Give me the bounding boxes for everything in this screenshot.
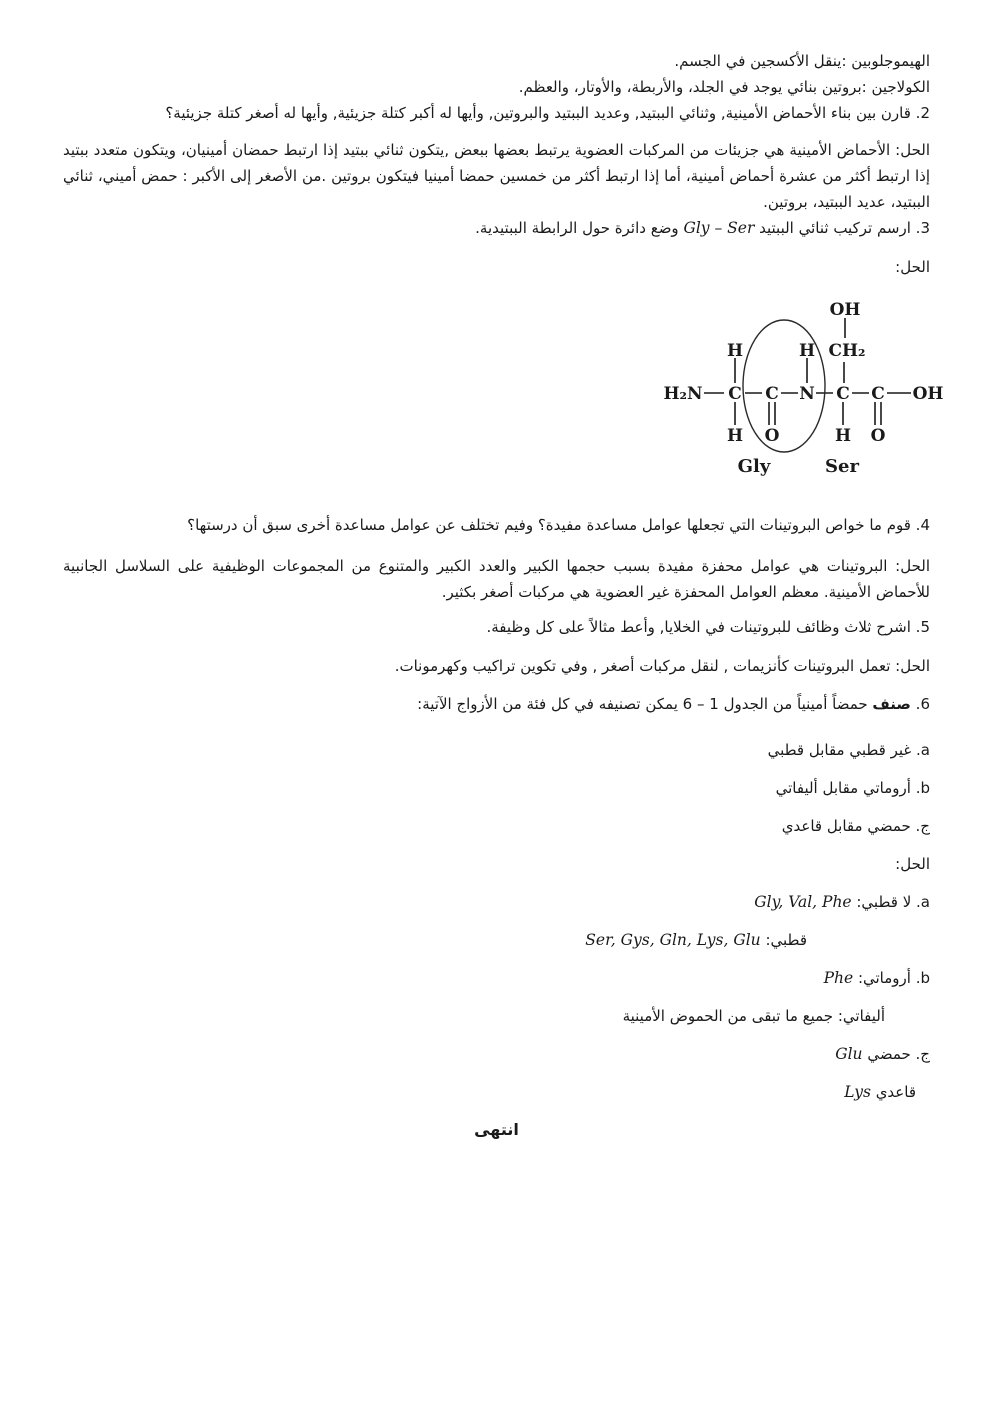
- question-6: [63, 691, 930, 717]
- solution-label-q6: الحل:: [895, 855, 930, 873]
- solution-label-q3: الحل:: [895, 258, 930, 276]
- atom-c-carbonyl-ser: C: [871, 384, 885, 404]
- residue-label-ser: Ser: [825, 456, 859, 477]
- bond-lines: [704, 318, 911, 425]
- basic-label: قاعدي: [870, 1083, 916, 1101]
- end-marker: انتهى: [474, 1120, 519, 1139]
- atom-c-carbonyl-gly: C: [765, 384, 779, 404]
- residue-label-gly: Gly: [737, 456, 771, 477]
- dipeptide-name: Gly – Ser: [683, 219, 755, 237]
- atom-h-gly-bottom: H: [726, 426, 744, 446]
- question-4: 4. قوم ما خواص البروتينات التي تجعلها عوامل مساعدة مفيدة؟ وفيم تختلف عن عوامل مساعدة أخرى سبق أن درستها؟: [187, 516, 930, 534]
- question-2: 2. قارن بين بناء الأحماض الأمينية, وثنائي الببتيد, وعديد الببتيد والبروتين, وأيها له أكبر كتلة جزيئية, وأيها له أصغر كتلة جزيئية؟: [165, 104, 930, 122]
- question-3-prefix: 3. ارسم تركيب ثنائي الببتيد: [754, 219, 930, 237]
- atom-c-alpha-gly: C: [728, 384, 742, 404]
- atom-labels: [663, 300, 943, 477]
- nonpolar-values: Gly, Val, Phe: [754, 893, 852, 911]
- answer-aromatic: [63, 965, 930, 991]
- atom-oh-sidechain: OH: [829, 300, 861, 320]
- answer-2: الحل: الأحماض الأمينية هي جزيئات من المركبات العضوية يرتبط بعضها ببعض ,يتكون ثنائي ببتيد إذا ارتبط حمضان أمينيان، ويتكون متعدد ببتيد إذا ارتبط أكثر من عشرة أحماض أمينية، أما إذا ارتبط أكثر من خمسين حمضا أمينيا فيتكون بروتين .من الأصغر إلى الأكبر : حمض أميني، ثنائي الببتيد، عديد الببتيد، بروتين.: [63, 141, 930, 211]
- answer-aliphatic: أليفاتي: جميع ما تبقى من الحموض الأمينية: [622, 1007, 885, 1025]
- collagen-definition: الكولاجين :بروتين بنائي يوجد في الجلد، والأربطة، والأوتار، والعظم.: [518, 78, 930, 96]
- question-5: 5. اشرح ثلاث وظائف للبروتينات في الخلايا, وأعط مثالاً على كل وظيفة.: [486, 618, 930, 636]
- answer-basic: [63, 1079, 916, 1105]
- gly-ser-structure-diagram: [625, 288, 985, 492]
- option-c: ج. حمضي مقابل قاعدي: [781, 817, 930, 835]
- atom-o-ser: O: [870, 426, 886, 446]
- answer-5: الحل: تعمل البروتينات كأنزيمات , لنقل مركبات أصغر , وفي تكوين تراكيب وكهرمونات.: [394, 657, 930, 675]
- answer-4: الحل: البروتينات هي عوامل محفزة مفيدة بسبب حجمها الكبير والعدد الكبير والمتنوع من المجموعات الوظيفية على السلاسل الجانبية للأحماض الأمينية. معظم العوامل المحفزة غير العضوية هي مركبات أصغر بكثير.: [63, 557, 930, 601]
- answer-nonpolar: [63, 889, 930, 915]
- nonpolar-label: a. لا قطبي:: [851, 893, 930, 911]
- option-a: a. غير قطبي مقابل قطبي: [767, 741, 930, 759]
- answer-acidic: [63, 1041, 930, 1067]
- acidic-label: ج. حمضي: [862, 1045, 930, 1063]
- atom-h-ser-bottom: H: [834, 426, 852, 446]
- question-3: [63, 215, 930, 241]
- atom-oh-acid: OH: [912, 384, 944, 404]
- question-6-number: 6.: [910, 695, 930, 713]
- atom-ch2: CH₂: [828, 341, 866, 361]
- atom-c-alpha-ser: C: [836, 384, 850, 404]
- hemoglobin-definition: الهيموجلوبين :ينقل الأكسجين في الجسم.: [674, 52, 930, 70]
- polar-label: قطبي:: [760, 931, 807, 949]
- question-3-suffix: وضع دائرة حول الرابطة الببتيدية.: [475, 219, 684, 237]
- polar-values: Ser, Gys, Gln, Lys, Glu: [585, 931, 761, 949]
- answer-polar: [63, 927, 807, 953]
- atom-h2n: H₂N: [663, 384, 703, 404]
- question-6-rest: حمضاً أمينياً من الجدول 1 – 6 يمكن تصنيفه في كل فئة من الأزواج الآتية:: [417, 695, 873, 713]
- atom-h-gly-top: H: [726, 341, 744, 361]
- basic-values: Lys: [844, 1083, 871, 1101]
- question-6-verb: صنف: [872, 695, 911, 713]
- atom-h-amide: H: [798, 341, 816, 361]
- aromatic-values: Phe: [823, 969, 854, 987]
- atom-n-amide: N: [799, 384, 815, 404]
- atom-o-gly: O: [764, 426, 780, 446]
- aromatic-label: b. أروماتي:: [853, 969, 930, 987]
- acidic-values: Glu: [835, 1045, 863, 1063]
- dipeptide-structure-svg: [625, 288, 985, 488]
- option-b: b. أروماتي مقابل أليفاتي: [775, 779, 930, 797]
